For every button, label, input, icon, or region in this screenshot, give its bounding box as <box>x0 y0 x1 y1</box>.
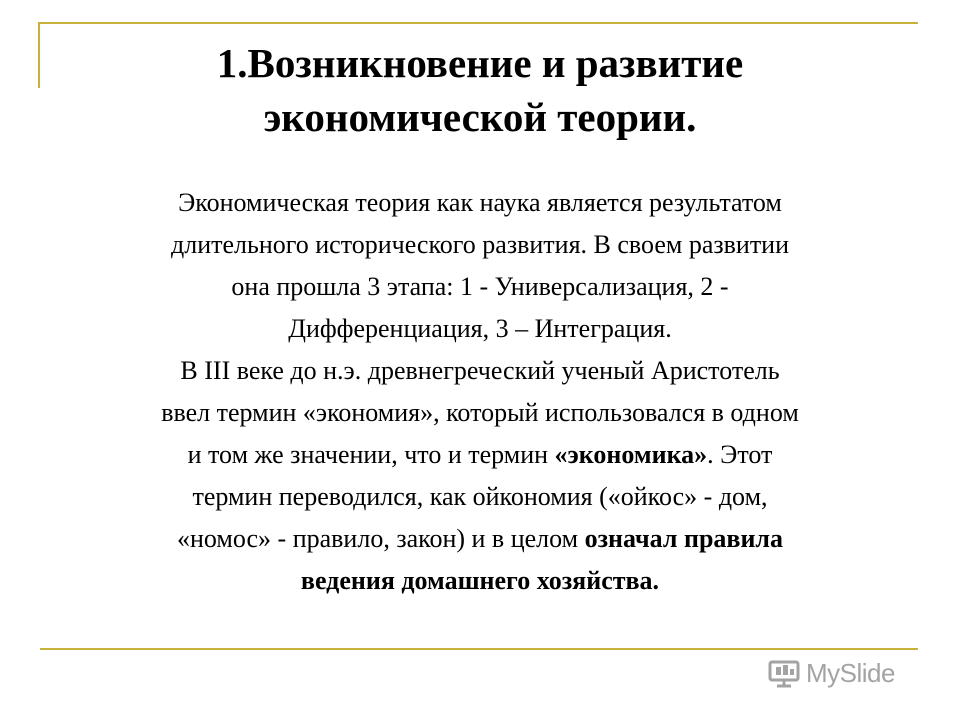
body-line <box>40 560 920 602</box>
slide-body <box>40 182 920 602</box>
body-text-segment: . Этот <box>707 440 773 469</box>
body-line: Экономическая теория как наука является результатом <box>178 188 782 217</box>
bold-phrase: означал правила <box>584 524 784 553</box>
body-line: она прошла 3 этапа: 1 - Универсализация, 2 - <box>231 272 729 301</box>
body-line <box>40 518 920 560</box>
slide-title-line-1: 1.Возникновение и развитие <box>216 40 744 86</box>
slide-title-line-2: экономической теории. <box>263 94 697 140</box>
bold-phrase: ведения домашнего хозяйства. <box>300 566 660 595</box>
body-line: термин переводился, как ойкономия («ойкос» - дом, <box>192 482 768 511</box>
body-line: Дифференциация, 3 – Интеграция. <box>288 314 672 343</box>
slide-title <box>40 36 920 144</box>
body-text-segment: «номос» - правило, закон) и в целом <box>176 524 585 553</box>
bold-term-ekonomika: «экономика» <box>554 440 708 469</box>
frame-bottom-line <box>40 648 918 650</box>
body-text-segment: и том же значении, что и термин <box>187 440 555 469</box>
body-line: длительного исторического развития. В своем развитии <box>170 230 790 259</box>
frame-top-line <box>38 22 918 24</box>
myslide-logo-icon <box>768 658 802 688</box>
body-line: В III веке до н.э. древнегреческий ученый Аристотель <box>180 356 780 385</box>
watermark-text: MySlide <box>806 657 895 688</box>
body-line: ввел термин «экономия», который использовался в одном <box>161 398 799 427</box>
myslide-watermark <box>768 656 895 690</box>
body-line <box>40 434 920 476</box>
